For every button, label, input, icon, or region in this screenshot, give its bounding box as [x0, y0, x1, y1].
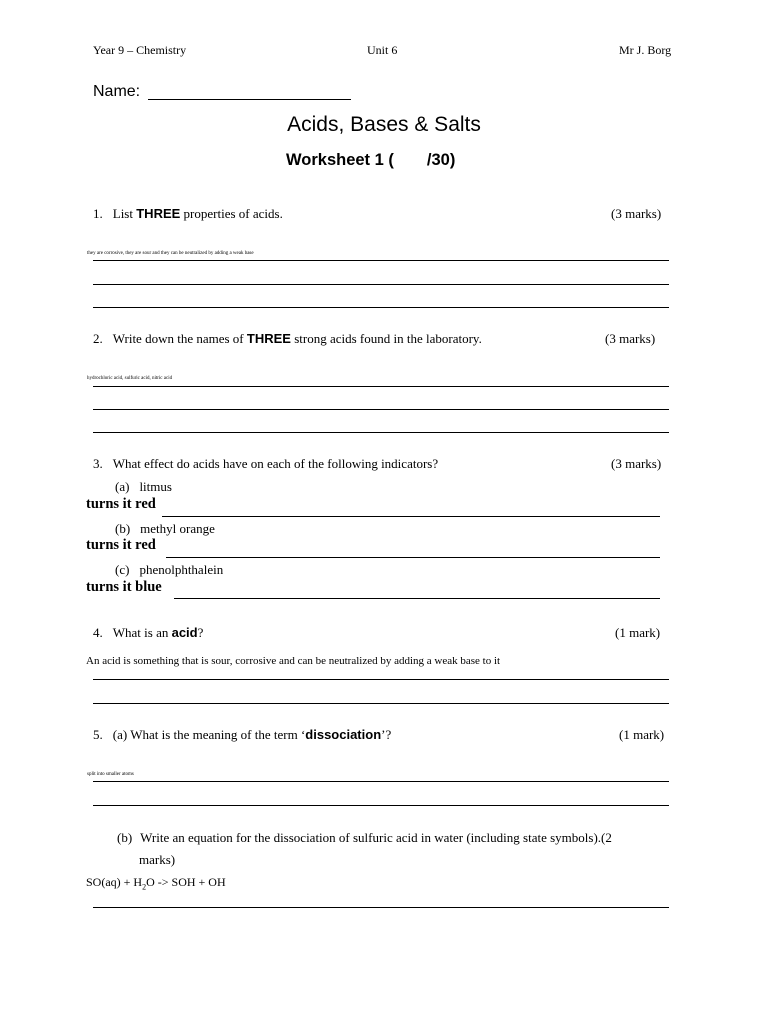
- worksheet-heading: [286, 151, 455, 170]
- question-text: properties of acids.: [180, 206, 283, 221]
- question-emphasis: dissociation: [305, 727, 382, 742]
- question-text: ’?: [381, 727, 392, 742]
- equation-part: O -> SOH + OH: [146, 875, 226, 889]
- header-right: Mr J. Borg: [619, 43, 672, 57]
- question-4-marks: (1 mark): [615, 625, 661, 640]
- question-3: [93, 456, 438, 472]
- question-text: (a) What is the meaning of the term ‘: [112, 727, 306, 742]
- question-emphasis: acid: [171, 625, 198, 640]
- question-3a: [115, 479, 172, 495]
- question-text: What effect do acids have on each of the following indicators?: [112, 456, 439, 471]
- part-text: methyl orange: [140, 521, 215, 536]
- question-1-answer: they are corrosive, they are sour and they can be neutralized by adding a weak base: [87, 251, 254, 256]
- question-4-answer: An acid is something that is sour, corrosive and can be neutralized by adding a weak base to it: [86, 655, 501, 667]
- name-label: Name:: [93, 83, 141, 100]
- question-text: Write down the names of: [112, 331, 247, 346]
- question-text: List: [112, 206, 137, 221]
- question-text: strong acids found in the laboratory.: [290, 331, 482, 346]
- equation-part: SO(aq) + H: [86, 875, 143, 889]
- question-5a-marks: (1 mark): [619, 727, 665, 742]
- answer-line: [93, 907, 669, 908]
- question-5b: [117, 830, 612, 846]
- question-2-answer: hydrochloric acid, sulfuric acid, nitric acid: [87, 376, 173, 381]
- part-text: litmus: [139, 479, 172, 494]
- question-3b-answer: turns it red: [86, 537, 156, 553]
- question-2-marks: (3 marks): [605, 331, 656, 346]
- question-text: ?: [197, 625, 204, 640]
- part-label: (a): [115, 479, 130, 494]
- question-number: 3.: [93, 456, 103, 471]
- question-3c: [115, 562, 223, 578]
- question-4: [93, 625, 203, 641]
- question-3a-answer: turns it red: [86, 496, 156, 512]
- answer-line: [166, 557, 660, 558]
- worksheet-prefix: Worksheet 1 (: [286, 151, 394, 169]
- question-5b-answer: [86, 875, 226, 891]
- answer-line: [93, 409, 669, 410]
- question-5a: [93, 727, 391, 743]
- part-text: phenolphthalein: [139, 562, 224, 577]
- question-5a-answer: split into smaller atoms: [87, 772, 134, 777]
- worksheet-suffix: /30): [426, 151, 456, 169]
- answer-line: [93, 307, 669, 308]
- page-title: Acids, Bases & Salts: [287, 113, 481, 136]
- question-3b: [115, 521, 215, 537]
- question-number: 5.: [93, 727, 103, 742]
- part-label: (c): [115, 562, 130, 577]
- question-2: [93, 331, 482, 347]
- answer-line: [93, 432, 669, 433]
- answer-line: [93, 284, 669, 285]
- question-1-marks: (3 marks): [611, 206, 662, 221]
- part-text: Write an equation for the dissociation of sulfuric acid in water (including state symbols).(2: [140, 830, 612, 845]
- name-line: [148, 99, 351, 100]
- part-label: (b): [117, 830, 133, 845]
- question-3-marks: (3 marks): [611, 456, 662, 471]
- question-text: What is an: [112, 625, 172, 640]
- header-center: Unit 6: [367, 43, 398, 57]
- answer-line: [174, 598, 660, 599]
- question-number: 2.: [93, 331, 103, 346]
- answer-line: [93, 679, 669, 680]
- answer-line: [162, 516, 660, 517]
- question-5b-marks: marks): [139, 852, 176, 867]
- equation-subscript: 2: [142, 882, 147, 892]
- part-label: (b): [115, 521, 131, 536]
- question-emphasis: THREE: [136, 206, 181, 221]
- answer-line: [93, 260, 669, 261]
- question-number: 4.: [93, 625, 103, 640]
- answer-line: [93, 386, 669, 387]
- question-number: 1.: [93, 206, 103, 221]
- question-emphasis: THREE: [246, 331, 291, 346]
- header-left: Year 9 – Chemistry: [93, 43, 187, 57]
- answer-line: [93, 703, 669, 704]
- answer-line: [93, 805, 669, 806]
- question-1: [93, 206, 283, 222]
- question-3c-answer: turns it blue: [86, 579, 162, 595]
- answer-line: [93, 781, 669, 782]
